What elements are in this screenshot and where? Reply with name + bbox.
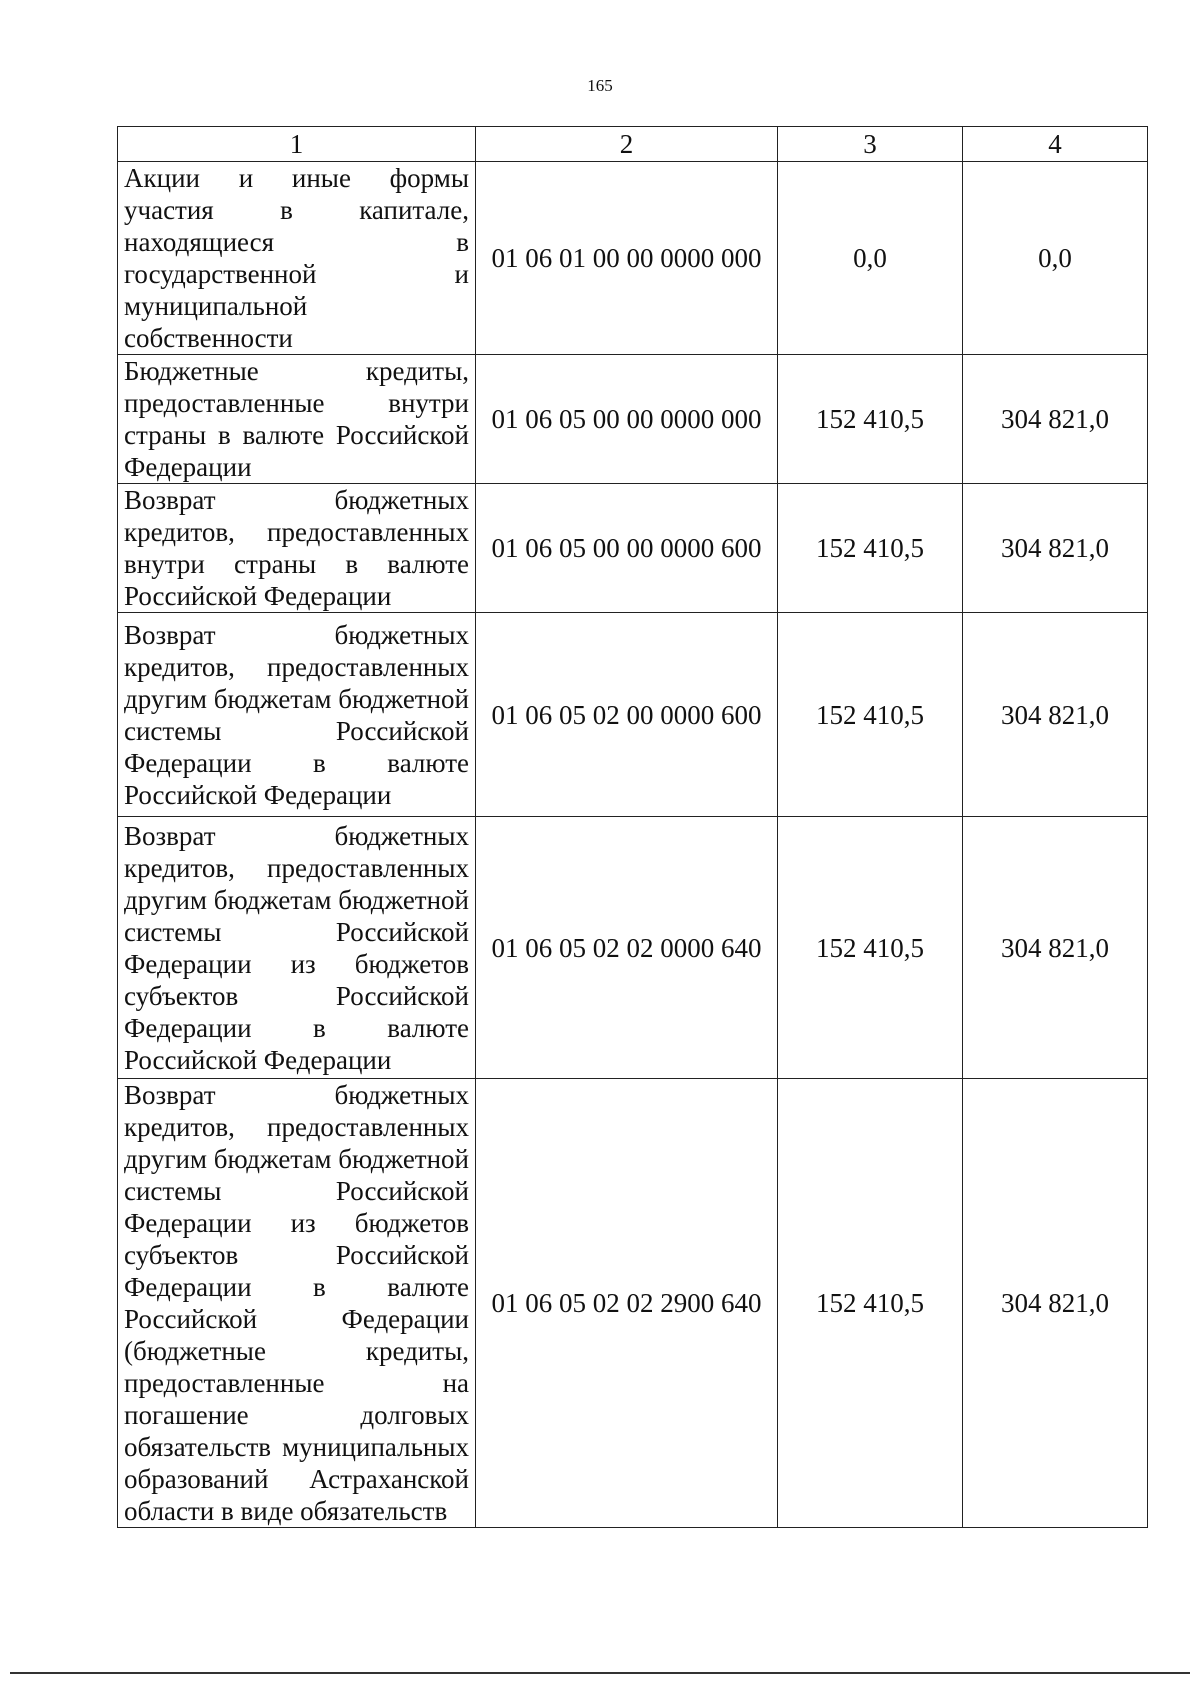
row-col3-value: 152 410,5	[778, 484, 963, 613]
budget-sources-table	[117, 126, 1148, 1528]
row-col3-value: 152 410,5	[778, 1079, 963, 1528]
row-code: 01 06 05 00 00 0000 600	[476, 484, 778, 613]
row-description: Бюджетные кредиты, предоставленные внутри страны в валюте Российской Федерации	[118, 355, 476, 484]
row-col4-value: 304 821,0	[963, 1079, 1148, 1528]
row-description: Возврат бюджетных кредитов, предоставленных другим бюджетам бюджетной системы Российской Федерации из бюджетов субъектов Российской Федерации в валюте Российской Федерации	[118, 817, 476, 1079]
row-code: 01 06 05 00 00 0000 000	[476, 355, 778, 484]
row-code: 01 06 05 02 02 2900 640	[476, 1079, 778, 1528]
column-header-3: 3	[778, 127, 963, 162]
column-header-4: 4	[963, 127, 1148, 162]
row-col4-value: 304 821,0	[963, 355, 1148, 484]
row-col4-value: 304 821,0	[963, 817, 1148, 1079]
row-col4-value: 0,0	[963, 162, 1148, 355]
table-row	[118, 355, 1148, 484]
row-description: Возврат бюджетных кредитов, предоставленных другим бюджетам бюджетной системы Российской Федерации из бюджетов субъектов Российской Федерации в валюте Российской Федерации (бюджетные кредиты, предоставленные на погашение долговых обязательств муниципальных образований Астраханской области в виде обязательств	[118, 1079, 476, 1528]
column-header-2: 2	[476, 127, 778, 162]
row-col3-value: 0,0	[778, 162, 963, 355]
row-code: 01 06 01 00 00 0000 000	[476, 162, 778, 355]
row-description: Возврат бюджетных кредитов, предоставленных внутри страны в валюте Российской Федерации	[118, 484, 476, 613]
table-row	[118, 1079, 1148, 1528]
row-col3-value: 152 410,5	[778, 613, 963, 817]
row-col3-value: 152 410,5	[778, 355, 963, 484]
page-bottom-rule	[10, 1672, 1190, 1674]
row-description: Акции и иные формы участия в капитале, находящиеся в государственной и муниципальной собственности	[118, 162, 476, 355]
row-description: Возврат бюджетных кредитов, предоставленных другим бюджетам бюджетной системы Российской Федерации в валюте Российской Федерации	[118, 613, 476, 817]
table-row	[118, 817, 1148, 1079]
page-number: 165	[587, 76, 613, 95]
row-code: 01 06 05 02 00 0000 600	[476, 613, 778, 817]
table-row	[118, 613, 1148, 817]
row-col4-value: 304 821,0	[963, 613, 1148, 817]
table-row	[118, 484, 1148, 613]
table-header-row	[118, 127, 1148, 162]
row-col4-value: 304 821,0	[963, 484, 1148, 613]
row-code: 01 06 05 02 02 0000 640	[476, 817, 778, 1079]
row-col3-value: 152 410,5	[778, 817, 963, 1079]
column-header-1: 1	[118, 127, 476, 162]
table-row	[118, 162, 1148, 355]
